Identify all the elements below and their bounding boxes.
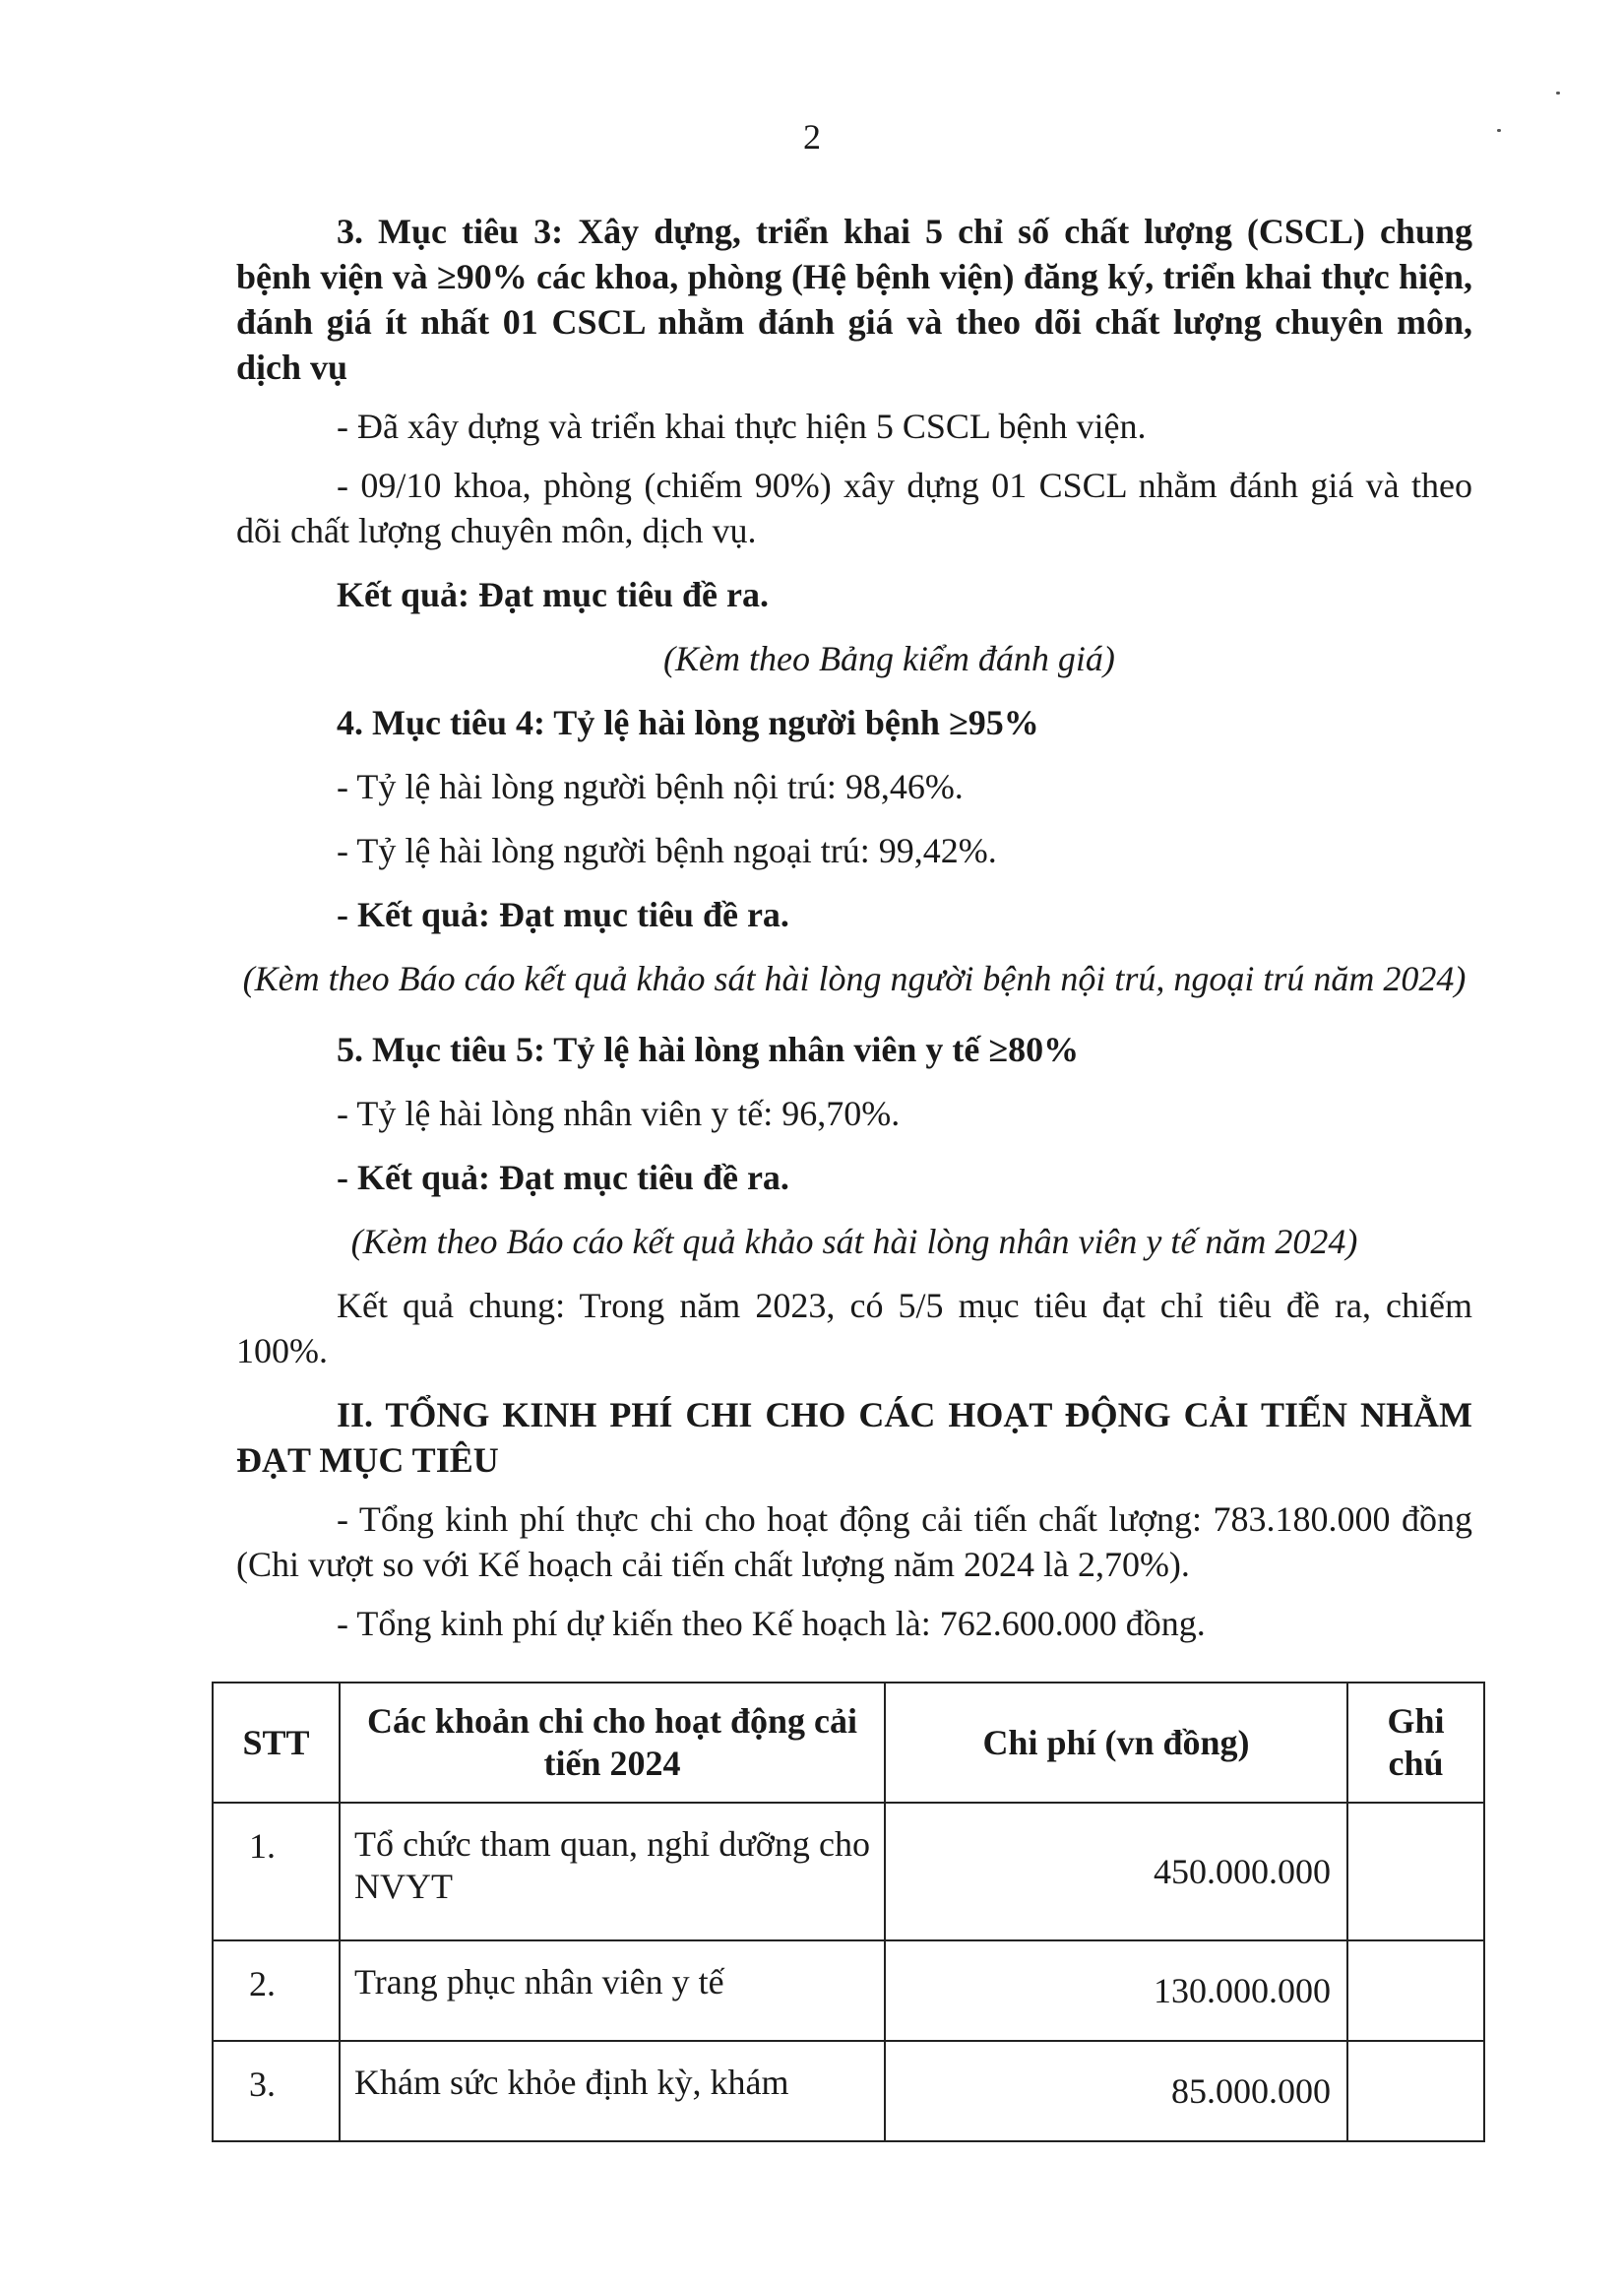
row-cost: 450.000.000 [885,1803,1347,1940]
row-desc: Khám sức khỏe định kỳ, khám [340,2041,885,2141]
cost-table [212,1682,1485,2142]
section2-heading: II. TỔNG KINH PHÍ CHI CHO CÁC HOẠT ĐỘNG CẢI TIẾN NHẰM ĐẠT MỤC TIÊU [236,1395,1472,1480]
scan-speck [1497,129,1501,132]
table-row [213,1940,1484,2041]
row-desc: Tổ chức tham quan, nghỉ dưỡng cho NVYT [340,1803,885,1940]
body-text [236,209,1472,1646]
goal4-note: (Kèm theo Báo cáo kết quả khảo sát hài lòng người bệnh nội trú, ngoại trú năm 2024) [242,959,1467,998]
page-number: 2 [803,117,821,157]
header-cost: Chi phí (vn đồng) [885,1683,1347,1803]
goal4-item2: - Tỷ lệ hài lòng người bệnh ngoại trú: 99,42%. [337,831,997,870]
goal4-item1: - Tỷ lệ hài lòng người bệnh nội trú: 98,46%. [337,767,964,806]
row-stt: 2. [213,1940,340,2041]
table-row [213,1803,1484,1940]
row-note [1347,1940,1484,2041]
summary-text: Kết quả chung: Trong năm 2023, có 5/5 mục tiêu đạt chỉ tiêu đề ra, chiếm 100%. [236,1286,1472,1370]
goal5-item1: - Tỷ lệ hài lòng nhân viên y tế: 96,70%. [337,1094,901,1133]
section2-item2: - Tổng kinh phí dự kiến theo Kế hoạch là: 762.600.000 đồng. [337,1604,1206,1643]
goal4-result: - Kết quả: Đạt mục tiêu đề ra. [337,895,789,934]
goal3-item2: - 09/10 khoa, phòng (chiếm 90%) xây dựng 01 CSCL nhằm đánh giá và theo dõi chất lượng chuyên môn, dịch vụ. [236,466,1472,550]
table-header-row [213,1683,1484,1803]
row-stt: 1. [213,1803,340,1940]
goal3-result: Kết quả: Đạt mục tiêu đề ra. [337,575,769,614]
goal3-item1: - Đã xây dựng và triển khai thực hiện 5 CSCL bệnh viện. [337,407,1147,446]
section2-item1: - Tổng kinh phí thực chi cho hoạt động cải tiến chất lượng: 783.180.000 đồng (Chi vượt so với Kế hoạch cải tiến chất lượng năm 2024 là 2,70%). [236,1499,1472,1584]
goal5-note: (Kèm theo Báo cáo kết quả khảo sát hài lòng nhân viên y tế năm 2024) [350,1222,1358,1261]
row-note [1347,1803,1484,1940]
goal4-heading: 4. Mục tiêu 4: Tỷ lệ hài lòng người bệnh ≥95% [337,703,1039,742]
goal3-heading: 3. Mục tiêu 3: Xây dựng, triển khai 5 chỉ số chất lượng (CSCL) chung bệnh viện và ≥90% các khoa, phòng (Hệ bệnh viện) đăng ký, triển khai thực hiện, đánh giá ít nhất 01 CSCL nhằm đánh giá và theo dõi chất lượng chuyên môn, dịch vụ [236,212,1472,387]
goal5-heading: 5. Mục tiêu 5: Tỷ lệ hài lòng nhân viên y tế ≥80% [337,1030,1080,1069]
table-row [213,2041,1484,2141]
row-desc: Trang phục nhân viên y tế [340,1940,885,2041]
goal5-result: - Kết quả: Đạt mục tiêu đề ra. [337,1158,789,1197]
header-desc: Các khoản chi cho hoạt động cải tiến 2024 [340,1683,885,1803]
scan-speck [1556,92,1560,95]
row-cost: 130.000.000 [885,1940,1347,2041]
row-stt: 3. [213,2041,340,2141]
row-note [1347,2041,1484,2141]
header-stt: STT [213,1683,340,1803]
goal3-note: (Kèm theo Bảng kiểm đánh giá) [663,639,1115,678]
row-cost: 85.000.000 [885,2041,1347,2141]
header-note: Ghi chú [1347,1683,1484,1803]
